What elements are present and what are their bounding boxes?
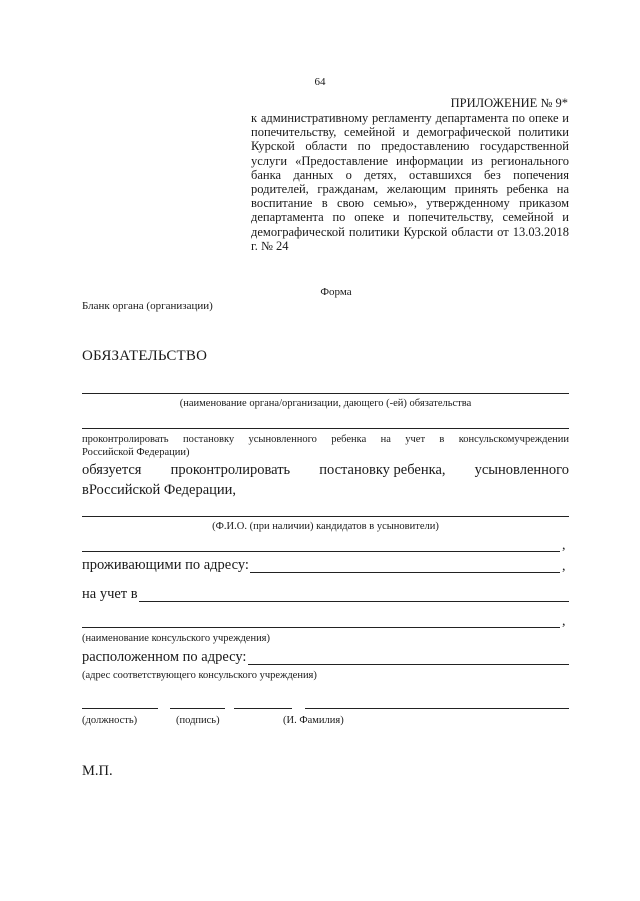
caption-consulate-address: (адрес соответствующего консульского учреждения) (82, 670, 317, 681)
obliges-word-3: постановку ребенка, (319, 462, 446, 478)
comma-1: , (562, 538, 566, 553)
form-label: Форма (320, 286, 352, 298)
caption-name: (И. Фамилия) (283, 715, 344, 726)
residing-address-line[interactable] (250, 572, 560, 573)
signature-line-b[interactable] (234, 708, 292, 709)
obliges-word-4: усыновленного (474, 462, 569, 478)
comma-3: , (562, 614, 566, 629)
signature-line-a (170, 708, 225, 709)
letterhead-label: Бланк органа (организации) (82, 300, 213, 312)
caption-position: (должность) (82, 715, 138, 726)
note-control-line1: проконтролировать постановку усыновленного ребенка на учет в консульскомучреждении (82, 434, 569, 445)
organization-name-line (82, 393, 569, 394)
seal-mark: М.П. (82, 763, 113, 779)
residing-label: проживающими по адресу: (82, 557, 249, 573)
position-line[interactable] (82, 708, 158, 709)
located-label: расположенном по адресу: (82, 649, 247, 665)
appendix-text: к административному регламенту департамента по опеке и попечительству, семейной и демографической политики Курской области по предоставлению государственной услуги «Предоставление информации из регионального банка данных о детях, оставшихся без попечения родителей, гражданам, желающим принять ребенка на воспитание в свою семью», утвержденному приказом департамента по опеке и попечительству, семейной и демографической политики Курской области от 13.03.2018 г. № 24 (251, 111, 569, 253)
obliges-line (82, 462, 569, 479)
obliges-line-2: вРоссийской Федерации, (82, 482, 237, 498)
caption-candidates: (Ф.И.О. (при наличии) кандидатов в усыновители) (212, 521, 439, 532)
comma-2: , (562, 559, 566, 574)
caption-signature: (подпись) (176, 715, 220, 726)
obliges-word-2: проконтролировать (170, 462, 291, 478)
caption-organization: (наименование органа/организации, дающего (-ей) обязательства (179, 398, 472, 409)
name-line[interactable] (305, 708, 569, 709)
control-line (82, 428, 569, 429)
note-control (82, 433, 569, 459)
document-title: ОБЯЗАТЕЛЬСТВО (82, 348, 208, 364)
obliges-word-1: обязуется (82, 462, 142, 478)
registration-label: на учет в (82, 586, 138, 602)
candidates-fill-line[interactable] (82, 551, 560, 552)
consulate-name-line[interactable] (82, 627, 560, 628)
page-number: 64 (314, 76, 326, 88)
candidates-line (82, 516, 569, 517)
appendix-title: ПРИЛОЖЕНИЕ № 9* (450, 96, 568, 110)
note-control-line2: Российской Федерации) (82, 447, 190, 458)
registration-line[interactable] (139, 601, 569, 602)
located-address-line[interactable] (248, 664, 569, 665)
caption-consulate: (наименование консульского учреждения) (82, 633, 271, 644)
